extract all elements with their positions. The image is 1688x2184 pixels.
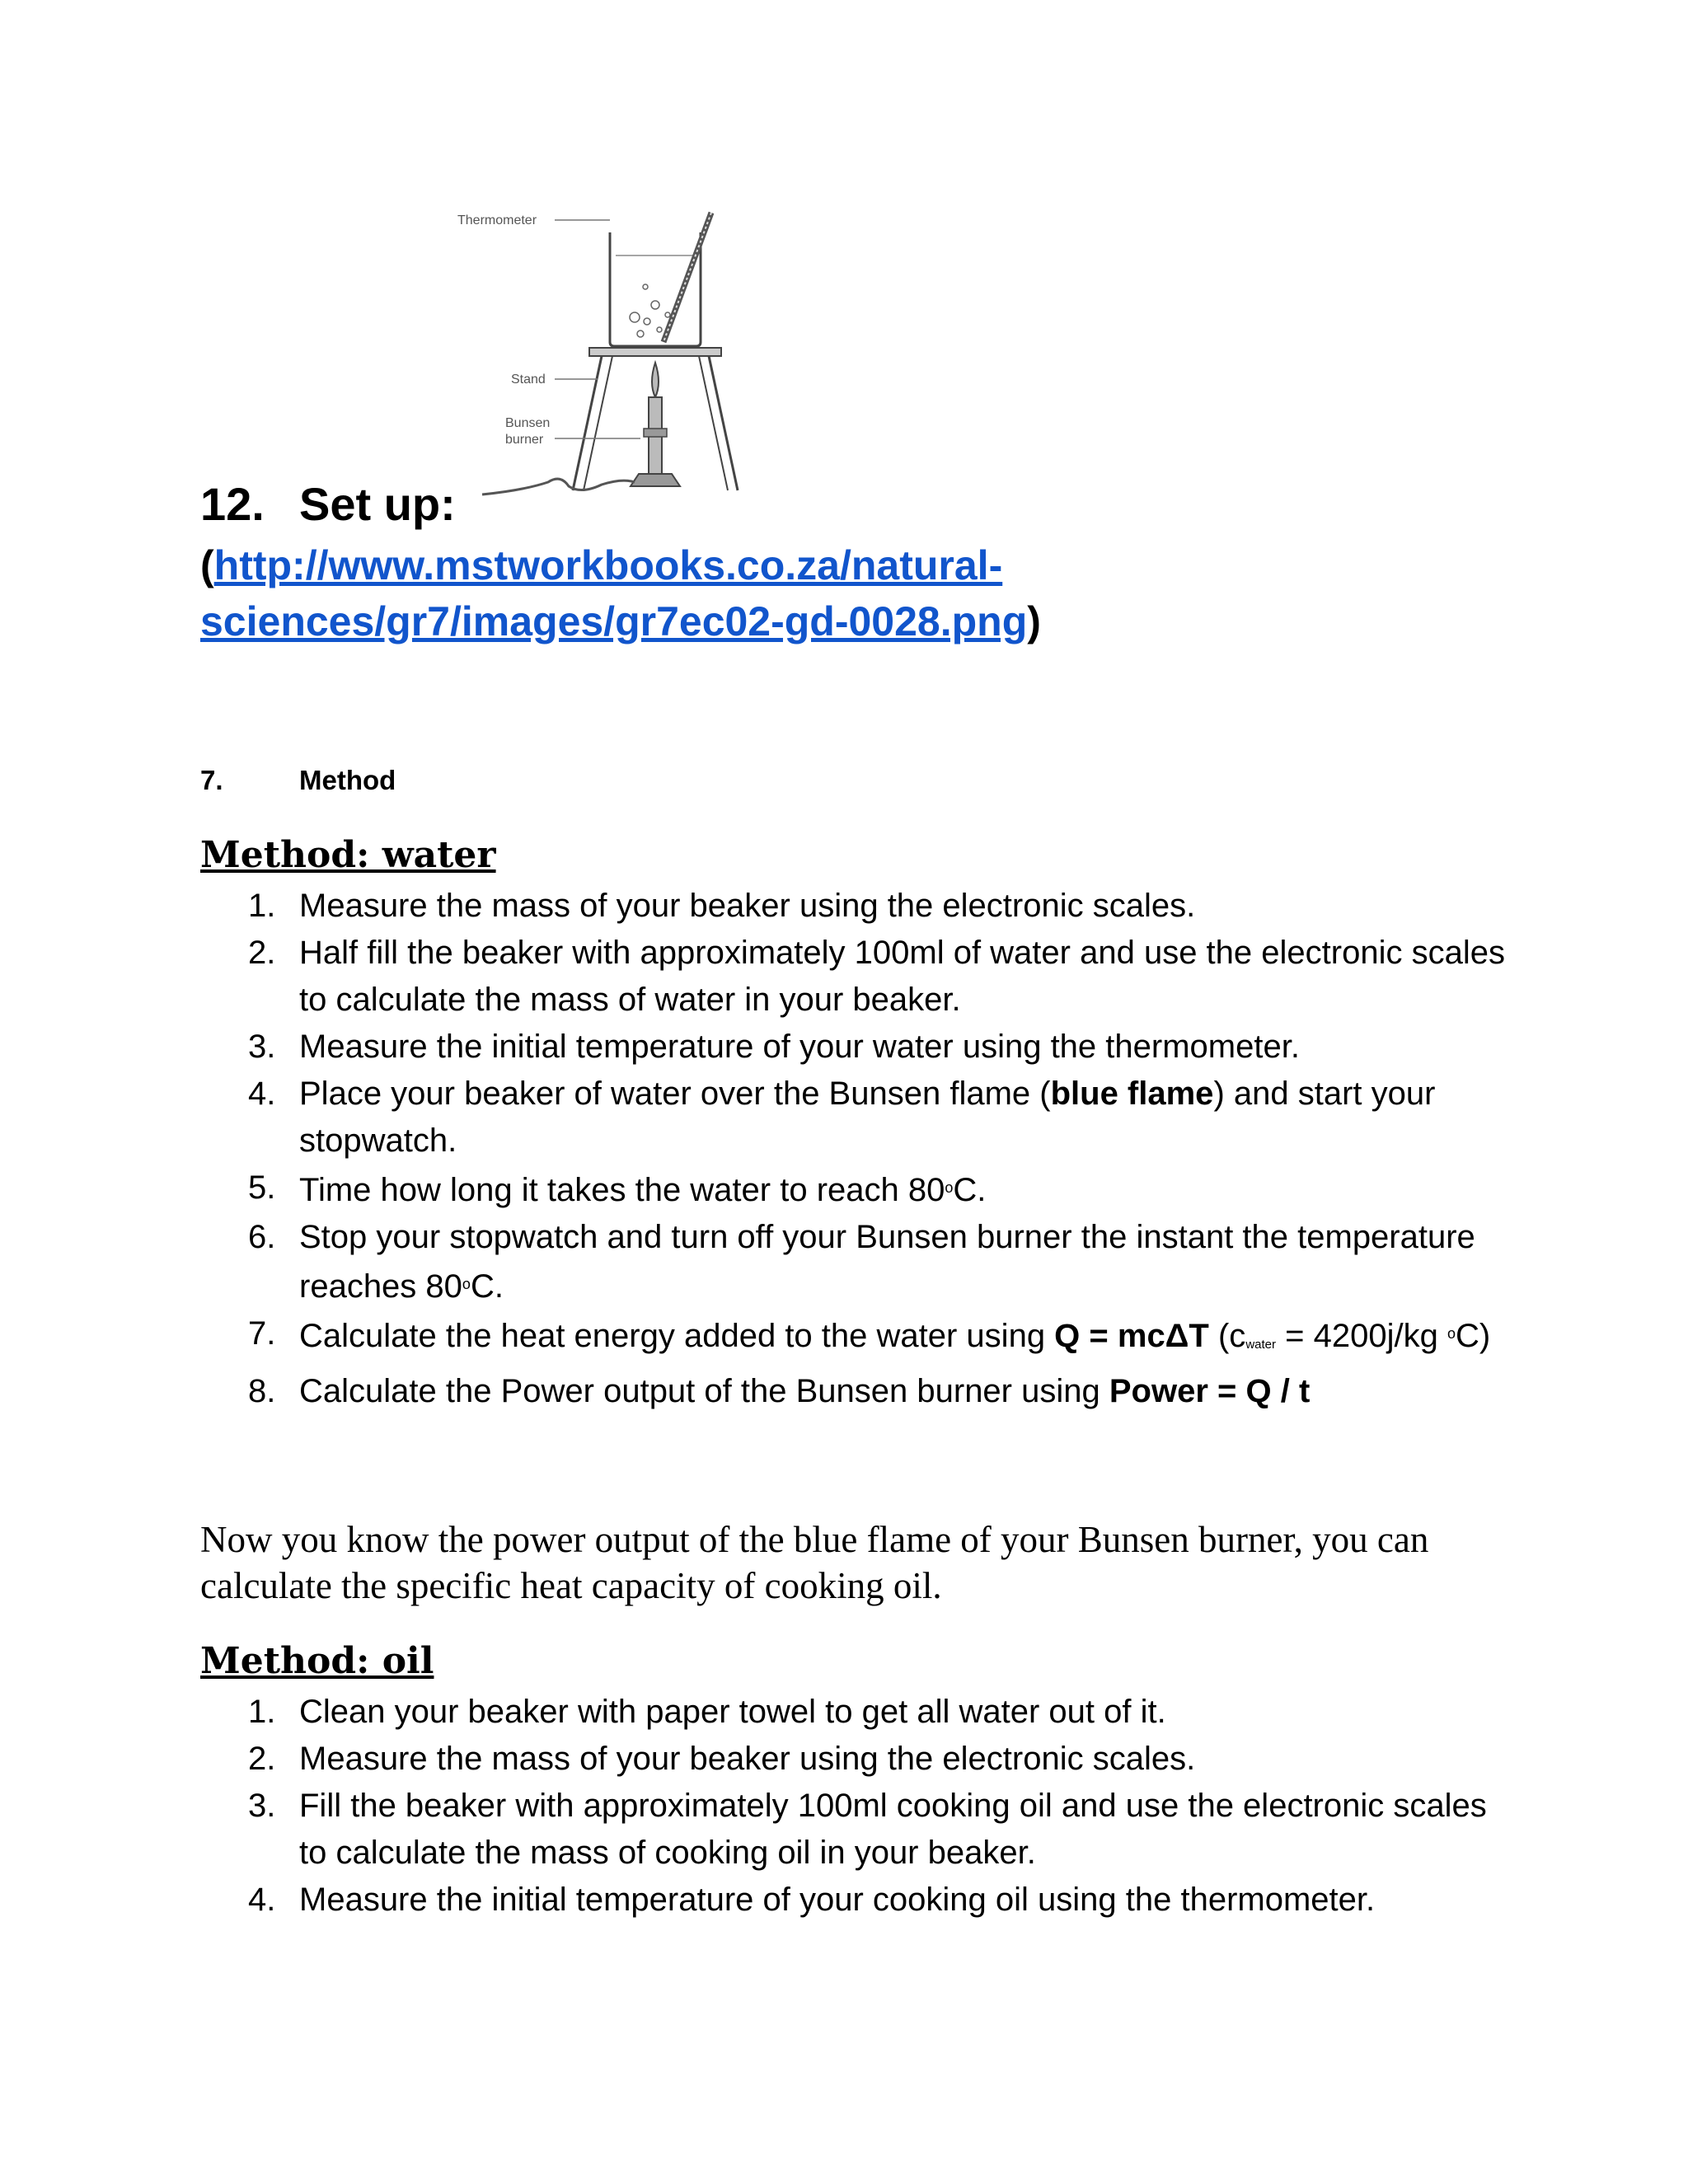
setup-number: 12. xyxy=(200,478,265,530)
list-item: 1. Clean your beaker with paper towel to get all water out of it. xyxy=(248,1694,1166,1730)
setup-heading xyxy=(200,475,456,534)
list-item: 2. Measure the mass of your beaker using the electronic scales. xyxy=(248,1741,1196,1777)
formula: Q = mcΔT xyxy=(1054,1318,1209,1354)
section-7-number: 7. xyxy=(200,765,223,795)
stand-top xyxy=(589,348,721,356)
bubbles xyxy=(630,284,670,337)
gas-hose xyxy=(482,479,635,494)
list-item: 2. Half fill the beaker with approximately 100ml of water and use the electronic scales to calculate the mass of water in your beaker. xyxy=(248,935,1505,1018)
setup-title: Set up: xyxy=(299,478,456,530)
method-oil-list xyxy=(200,1689,1519,1924)
setup-link-block xyxy=(200,537,1189,649)
list-item: 3. Fill the beaker with approximately 100ml cooking oil and use the electronic scales to calculate the mass of cooking oil in your beaker. xyxy=(248,1788,1487,1871)
close-paren: ) xyxy=(1027,598,1041,644)
list-item: 4. Place your beaker of water over the Bunsen flame (blue flame) and start your stopwatch. xyxy=(248,1076,1436,1159)
open-paren: ( xyxy=(200,542,214,588)
apparatus-diagram xyxy=(457,206,754,503)
source-link[interactable]: http://www.mstworkbooks.co.za/natural-sciences/gr7/images/gr7ec02-gd-0028.png xyxy=(200,542,1028,644)
intro-paragraph: Now you know the power output of the blue flame of your Bunsen burner, you can calculate the specific heat capacity of cooking oil. xyxy=(200,1519,1429,1606)
beaker xyxy=(610,232,701,346)
label-thermometer: Thermometer xyxy=(457,213,537,227)
section-7-heading xyxy=(200,765,396,796)
method-water-list xyxy=(200,883,1519,1415)
formula: Power = Q / t xyxy=(1109,1373,1311,1409)
section-7-label: Method xyxy=(299,765,396,795)
label-bunsen-2: burner xyxy=(505,433,544,447)
flame xyxy=(652,363,659,397)
label-bunsen-1: Bunsen xyxy=(505,416,551,430)
method-oil-heading: Method: oil xyxy=(200,1640,434,1682)
list-item: 7. Calculate the heat energy added to the water using Q = mcΔT ($c_{water} = 4200j/kg$ $^o$C) xyxy=(248,1315,1491,1354)
method-water-heading: Method: water xyxy=(200,834,496,876)
list-item: 1. Measure the mass of your beaker using the electronic scales. xyxy=(248,888,1196,924)
bold-text: blue flame xyxy=(1050,1076,1214,1112)
list-item: 3. Measure the initial temperature of your water using the thermometer. xyxy=(248,1029,1300,1065)
list-item: 5. Time how long it takes the water to reach 80$^o$C. xyxy=(248,1169,987,1208)
list-item: 6. Stop your stopwatch and turn off your Bunsen burner the instant the temperature reaches 80$^o$C. xyxy=(248,1219,1475,1305)
list-item: 8. Calculate the Power output of the Bunsen burner using Power = Q / t xyxy=(248,1373,1311,1409)
list-item: 4. Measure the initial temperature of your cooking oil using the thermometer. xyxy=(248,1882,1376,1918)
label-stand: Stand xyxy=(511,373,546,387)
